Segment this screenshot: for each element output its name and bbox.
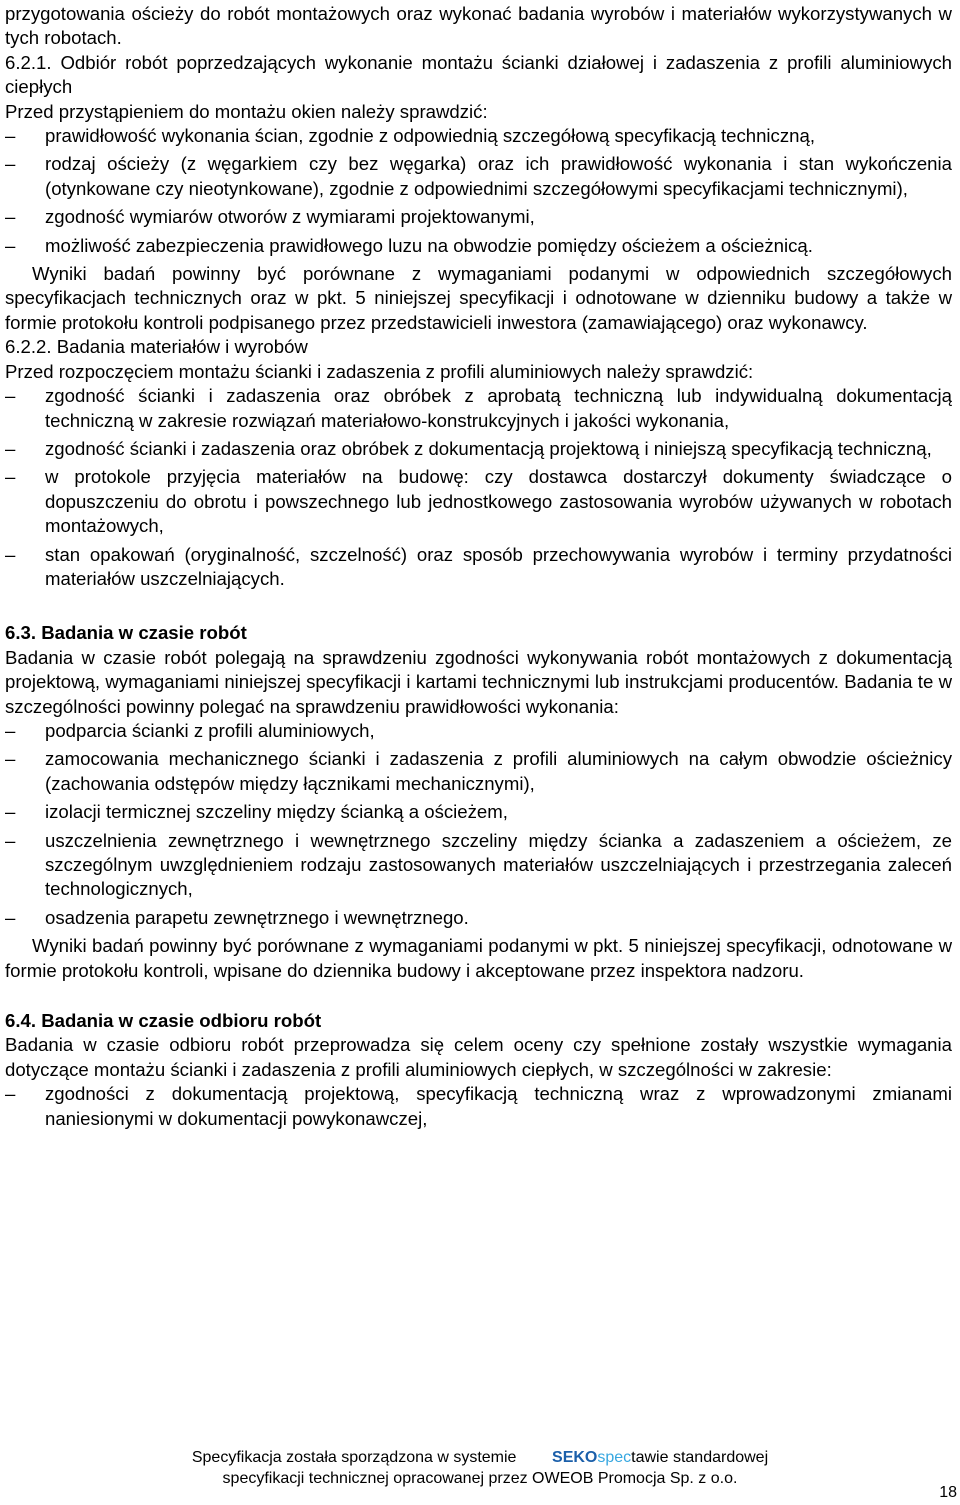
section-title: Badania w czasie robót	[41, 622, 247, 644]
section-6-2-1-closing: Wyniki badań powinny być porównane z wymaganiami podanymi w odpowiednich szczegółowych specyfikacjach technicznych oraz w pkt. 5 niniejszej specyfikacji i odnotowane w dzienniku budowy a także w formie protokołu kontroli podpisanego przez przedstawicieli inwestora (zamawiającego) oraz wykonawcy.	[5, 263, 952, 333]
section-6-2-2-list	[5, 384, 952, 591]
list-item-text: prawidłowość wykonania ścian, zgodnie z odpowiednią szczegółową specyfikacją techniczną,	[45, 125, 815, 147]
list-item-text: zgodność ścianki i zadaszenia oraz obróbek z aprobatą techniczną lub indywidualną dokumentacją techniczną w zakresie rozwiązań materiałowo-konstrukcyjnych i jakości wykonania,	[45, 385, 952, 431]
list-item-text: uszczelnienia zewnętrznego i wewnętrznego szczeliny między ścianka a zadaszeniem a ościeżem, ze szczególnym uwzględnieniem rodzaju zastosowanych materiałów uszczelniających i przestrzegania zaleceń technologicznych,	[45, 829, 952, 900]
list-item-text: w protokole przyjęcia materiałów na budowę: czy dostawca dostarczył dokumenty świadczące o dopuszczeniu do obrotu i powszechnego lub jednostkowego zastosowania wyrobów używanych w robotach montażowych,	[45, 466, 952, 537]
list-item-text: osadzenia parapetu zewnętrznego i wewnętrznego.	[45, 906, 469, 928]
list-item-text: stan opakowań (oryginalność, szczelność) oraz sposób przechowywania wyrobów i terminy przydatności materiałów uszczelniających.	[45, 543, 952, 589]
intro-paragraph: przygotowania ościeży do robót montażowych oraz wykonać badania wyrobów i materiałów wykorzystywanych w tych robotach.	[5, 3, 952, 49]
section-6-4-list	[5, 1082, 952, 1131]
section-6-4-heading	[5, 1009, 952, 1033]
document-body	[5, 2, 952, 1135]
list-item	[5, 719, 952, 743]
list-item-text: izolacji termicznej szczeliny między ścianką a ościeżem,	[45, 801, 508, 823]
list-item	[5, 124, 952, 148]
section-6-2-2-lead: Przed rozpoczęciem montażu ścianki i zadaszenia z profili aluminiowych należy sprawdzić:	[5, 360, 754, 382]
section-6-3-list	[5, 719, 952, 930]
list-item-text: zgodność ścianki i zadaszenia oraz obróbek z dokumentacją projektową i niniejszą specyfikacją techniczną,	[45, 437, 932, 459]
section-number: 6.3.	[5, 622, 37, 644]
page-footer	[0, 1447, 960, 1489]
footer-line-2: specyfikacji technicznej opracowanej przez OWEOB Promocja Sp. z o.o.	[222, 1470, 738, 1487]
dash-bullet: –	[5, 1083, 16, 1105]
footer-text: tawie standardowej	[631, 1449, 769, 1466]
list-item-text: rodzaj ościeży (z węgarkiem czy bez węgarka) oraz ich prawidłowość wykonania i stan wykończenia (otynkowane czy nieotynkowane), zgodnie z odpowiednimi szczegółowymi specyfikacjami technicznymi),	[45, 153, 952, 199]
dash-bullet: –	[5, 748, 16, 770]
dash-bullet: –	[5, 543, 16, 565]
dash-bullet: –	[5, 829, 16, 851]
section-number: 6.4.	[5, 1010, 37, 1032]
list-item	[5, 906, 952, 930]
dash-bullet: –	[5, 466, 16, 488]
list-item	[5, 543, 952, 592]
list-item-text: zgodności z dokumentacją projektową, specyfikacją techniczną wraz z wprowadzonymi zmianami naniesionymi w dokumentacji powykonawczej,	[45, 1083, 952, 1129]
dash-bullet: –	[5, 906, 16, 928]
footer-text: Specyfikacja została sporządzona w systemie	[191, 1449, 517, 1466]
brand-logo-seko: SEKO	[552, 1449, 598, 1466]
list-item	[5, 437, 952, 461]
section-6-4-lead: Badania w czasie odbioru robót przeprowadza się celem oceny czy spełnione zostały wszystkie wymagania dotyczące montażu ścianki i zadaszenia z profili aluminiowych ciepłych, w szczególności w zakresie:	[5, 1034, 952, 1080]
footer-line-1	[0, 1447, 960, 1468]
section-title: Badania w czasie odbioru robót	[41, 1010, 322, 1032]
list-item	[5, 205, 952, 229]
dash-bullet: –	[5, 125, 16, 147]
section-6-2-2-title	[5, 335, 952, 359]
section-6-3-lead: Badania w czasie robót polegają na sprawdzeniu zgodności wykonywania robót montażowych z dokumentacją projektową, wymaganiami niniejszej specyfikacji i kartami technicznymi lub instrukcjami producentów. Badania te w szczególności powinny polegać na sprawdzeniu prawidłowości wykonania:	[5, 646, 952, 717]
list-item	[5, 800, 952, 824]
section-6-3-heading	[5, 621, 952, 645]
section-title: Badania materiałów i wyrobów	[56, 336, 308, 358]
dash-bullet: –	[5, 385, 16, 407]
section-number: 6.2.2.	[5, 336, 52, 358]
section-6-2-1-lead: Przed przystąpieniem do montażu okien należy sprawdzić:	[5, 100, 488, 122]
list-item-text: podparcia ścianki z profili aluminiowych,	[45, 719, 375, 741]
dash-bullet: –	[5, 719, 16, 741]
spacer	[5, 983, 952, 1009]
page-number: 18	[939, 1484, 957, 1501]
section-6-3-closing: Wyniki badań powinny być porównane z wymaganiami podanymi w pkt. 5 niniejszej specyfikacji, odnotowane w formie protokołu kontroli, wpisane do dziennika budowy i akceptowane przez inspektora nadzoru.	[5, 935, 952, 981]
section-number: 6.2.1.	[5, 51, 52, 73]
list-item	[5, 747, 952, 796]
spacer	[5, 595, 952, 621]
dash-bullet: –	[5, 801, 16, 823]
list-item	[5, 1082, 952, 1131]
list-item-text: możliwość zabezpieczenia prawidłowego luzu na obwodzie pomiędzy ościeżem a ościeżnicą.	[45, 234, 813, 256]
list-item	[5, 234, 952, 258]
section-title: Odbiór robót poprzedzających wykonanie montażu ścianki działowej i zadaszenia z profili aluminiowych ciepłych	[5, 51, 953, 98]
section-6-2-1-list	[5, 124, 952, 258]
list-item-text: zgodność wymiarów otworów z wymiarami projektowanymi,	[45, 206, 535, 228]
dash-bullet: –	[5, 234, 16, 256]
list-item	[5, 152, 952, 201]
brand-logo-spec: spec	[597, 1449, 632, 1466]
dash-bullet: –	[5, 437, 16, 459]
list-item	[5, 465, 952, 538]
list-item-text: zamocowania mechanicznego ścianki i zadaszenia z profili aluminiowych na całym obwodzie ościeżnicy (zachowania odstępów między łącznikami mechanicznymi),	[45, 748, 952, 794]
list-item	[5, 829, 952, 902]
list-item	[5, 384, 952, 433]
section-6-2-1-title	[5, 51, 952, 100]
dash-bullet: –	[5, 206, 16, 228]
dash-bullet: –	[5, 153, 16, 175]
